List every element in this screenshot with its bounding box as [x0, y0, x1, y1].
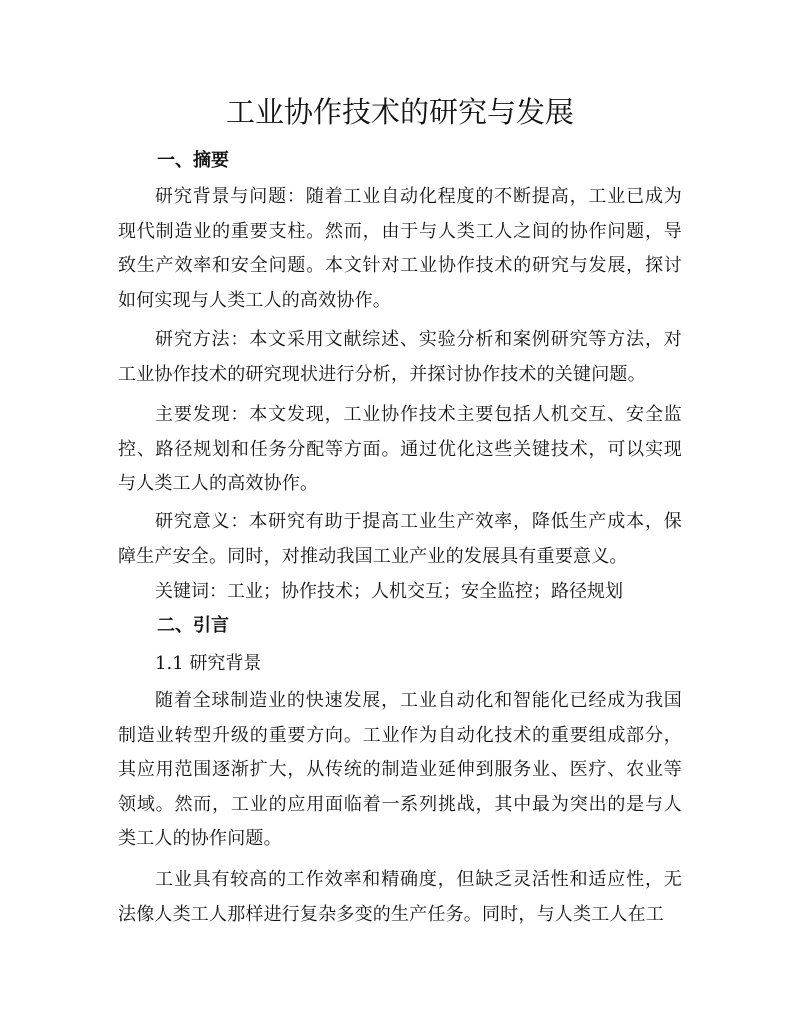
section-heading-introduction: 二、引言 — [157, 615, 229, 636]
abstract-paragraph-method: 研究方法：本文采用文献综述、实验分析和案例研究等方法，对工业协作技术的研究现状进行分析，并探讨协作技术的关键问题。 — [118, 329, 682, 385]
subsection-heading-background: 1.1 研究背景 — [155, 653, 262, 674]
introduction-paragraph-1: 随着全球制造业的快速发展，工业自动化和智能化已经成为我国制造业转型升级的重要方向。工业作为自动化技术的重要组成部分，其应用范围逐渐扩大，从传统的制造业延伸到服务业、医疗、农业等领域。然而，工业的应用面临着一系列挑战，其中最为突出的是与人类工人的协作问题。 — [118, 690, 682, 850]
abstract-paragraph-significance: 研究意义：本研究有助于提高工业生产效率，降低生产成本，保障生产安全。同时，对推动我国工业产业的发展具有重要意义。 — [118, 511, 682, 567]
document-title: 工业协作技术的研究与发展 — [225, 95, 574, 129]
section-heading-abstract: 一、摘要 — [157, 150, 229, 171]
introduction-paragraph-2: 工业具有较高的工作效率和精确度，但缺乏灵活性和适应性，无法像人类工人那样进行复杂多变的生产任务。同时，与人类工人在工 — [118, 869, 682, 925]
keywords-line: 关键词：工业；协作技术；人机交互；安全监控；路径规划 — [155, 581, 623, 602]
abstract-paragraph-findings: 主要发现：本文发现，工业协作技术主要包括人机交互、安全监控、路径规划和任务分配等方面。通过优化这些关键技术，可以实现与人类工人的高效协作。 — [118, 404, 682, 495]
abstract-paragraph-background: 研究背景与问题：随着工业自动化程度的不断提高，工业已成为现代制造业的重要支柱。然而，由于与人类工人之间的协作问题，导致生产效率和安全问题。本文针对工业协作技术的研究与发展，探讨如何实现与人类工人的高效协作。 — [118, 186, 682, 311]
